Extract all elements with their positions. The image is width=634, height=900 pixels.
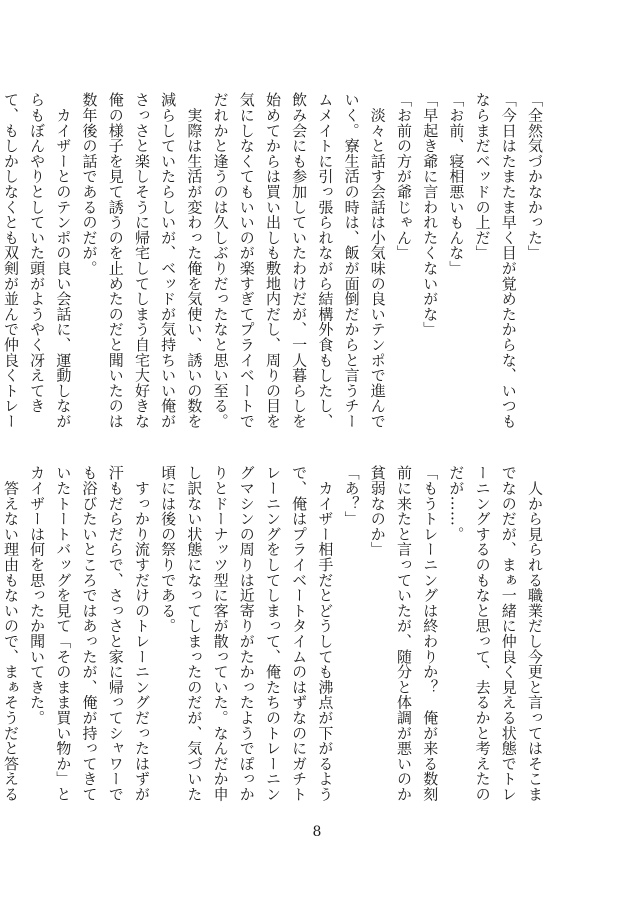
paragraph: 実際は生活が変わった俺を気使い、誘いの数を減らしていたらしいが、ベッドが気持ちいい俺がさっさと楽しそうに帰宅してしまう自宅大好きな俺の様子を見て誘うのを止めたのだと聞いたのは数年後の話であるのだが。 — [80, 92, 204, 429]
paragraph: 「お前、寝相悪いもんな」 — [447, 92, 466, 276]
paragraph: 「早起き爺に言われたくないがな」 — [421, 92, 440, 337]
lower-text-column — [1, 465, 548, 805]
paragraph: 「今日はたまたま早く目が覚めたからな、いつもならまだベッドの上だ」 — [473, 92, 518, 429]
paragraph: 「お前の方が爺じゃん」 — [394, 92, 413, 261]
paragraph: 「あ？」 — [342, 465, 361, 527]
upper-text-column — [1, 92, 548, 432]
paragraph: カイザーとのテンポの良い会話に、運動しながらもぼんやりとしていた頭がようやく冴えてきて、もしかしなくとも双剣が並んで仲良くトレー — [1, 92, 73, 429]
paragraph: 答えない理由もないので、まぁそうだと答える — [1, 480, 20, 802]
paragraph: 淡々と話す会話は小気味の良いテンポで進んでいく。寮生活の時は、飯が面倒だからと言うチームメイトに引っ張られながら結構外食もしたし、飲み会にも参加していたわけだが、一人暮らしを始めてからは買い出しも敷地内だし、周りの目を気にしなくてもいいのが楽すぎてプライベートでだれかと逢うのは久しぶりだったなと思い至る。 — [211, 92, 387, 429]
paragraph: 「全然気づかなかった」 — [526, 92, 544, 261]
paragraph: カイザー相手だとどうしても沸点が下がるようで、俺はプライベートタイムのはずなのにガチトレーニングをしてしまって、俺たちのトレーニングマシンの周りは近寄りがたかったようでぽっかりとドーナッツ型に客が散っていた。なんだか申し訳ない状態になってしまったのだが、気づいた頃には後の祭りである。 — [159, 465, 335, 802]
paragraph: 人から見られる職業だし今更と言ってはそこまでなのだが、まぁ一緒に仲良く見える状態でトレーニングするのもなと思って、去るかと考えたのだが……。 — [447, 465, 544, 802]
paragraph: 「もうトレーニングは終わりか？ 俺が来る数刻前に来たと言っていたが、随分と体調が悪いのか貧弱なのか」 — [368, 465, 440, 802]
page-number: 8 — [312, 824, 322, 840]
paragraph: すっかり流すだけのトレーニングだったはずが汗もだらだらで、さっさと家に帰ってシャワーでも浴びたいところではあったが、俺が持ってきていたトートバッグを見て「そのまま買い物か」とカイザーは何を思ったか聞いてきた。 — [28, 465, 151, 802]
